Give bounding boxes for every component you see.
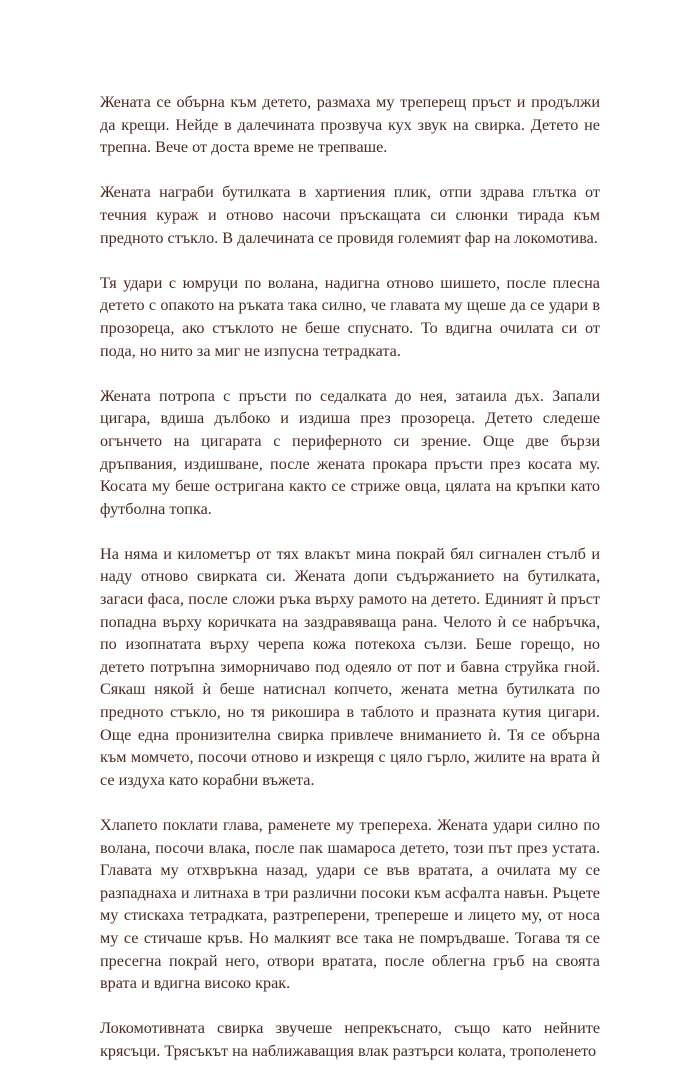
paragraph-6: Хлапето поклати глава, раменете му трепереха. Жената удари силно по волана, посочи влака, после пак шамароса детето, този път през устата. Главата му отхвръкна назад, удари се във вратата, а очилата му се разпаднаха и литнаха в три различни посоки към асфалта навън. Ръцете му стискаха тетрадката, разтреперени, трепереше и лицето му, от носа му се стичаше кръв. Но малкият все така не помръдваше. Тогава тя се пресегна покрай него, отвори вратата, после облегна гръб на своята врата и вдигна високо крак.	[100, 816, 600, 993]
paragraph-1: Жената се обърна към детето, размаха му треперещ пръст и продължи да крещи. Нейде в далечината прозвуча кух звук на свирка. Детето не трепна. Вече от доста време не трепваше.	[100, 93, 600, 157]
paragraph-4: Жената потропа с пръсти по седалката до нея, затаила дъх. Запали цигара, вдиша дълбоко и издиша през прозореца. Детето следеше огънчето на цигарата с периферното си зрение. Още две бързи дръпвания, издишване, после жената прокара пръсти през косата му. Косата му беше остригана както се стриже овца, цялата на кръпки като футболна топка.	[100, 386, 600, 518]
paragraph-5: На няма и километър от тях влакът мина покрай бял сигнален стълб и наду отново свирката си. Жената допи съдържанието на бутилката, загаси фаса, после сложи ръка върху рамото на детето. Единият ѝ пръст попадна върху коричката на заздравяваща рана. Челото ѝ се набръчка, по изопнатата върху черепа кожа потекоха сълзи. Беше горещо, но детето потръпна зиморничаво под одеяло от пот и бавна струйка гной. Сякаш някой ѝ беше натиснал копчето, жената метна бутилката по предното стъкло, но тя рикошира в таблото и празната кутия цигари. Още една пронизителна свирка привлече вниманието ѝ. Тя се обърна към момчето, посочи отново и изкрещя с цяло гърло, жилите на врата ѝ се издуха като корабни въжета.	[100, 544, 600, 789]
paragraph-3: Тя удари с юмруци по волана, надигна отново шишето, после плесна детето с опакото на ръката така силно, че главата му щеше да се удари в прозореца, ако стъклото не беше спуснато. То вдигна очилата си от пода, но нито за миг не изпусна тетрадката.	[100, 273, 600, 360]
paragraph-2: Жената награби бутилката в хартиения плик, отпи здрава глътка от течния кураж и отново насочи пръскащата си слюнки тирада към предното стъкло. В далечината се провидя големият фар на локомотива.	[100, 183, 600, 247]
paragraph-7: Локомотивната свирка звучеше непрекъснато, също като нейните крясъци. Трясъкът на наближаващия влак разтърси колата, трополенето	[100, 1019, 600, 1060]
body-text	[100, 91, 600, 1085]
